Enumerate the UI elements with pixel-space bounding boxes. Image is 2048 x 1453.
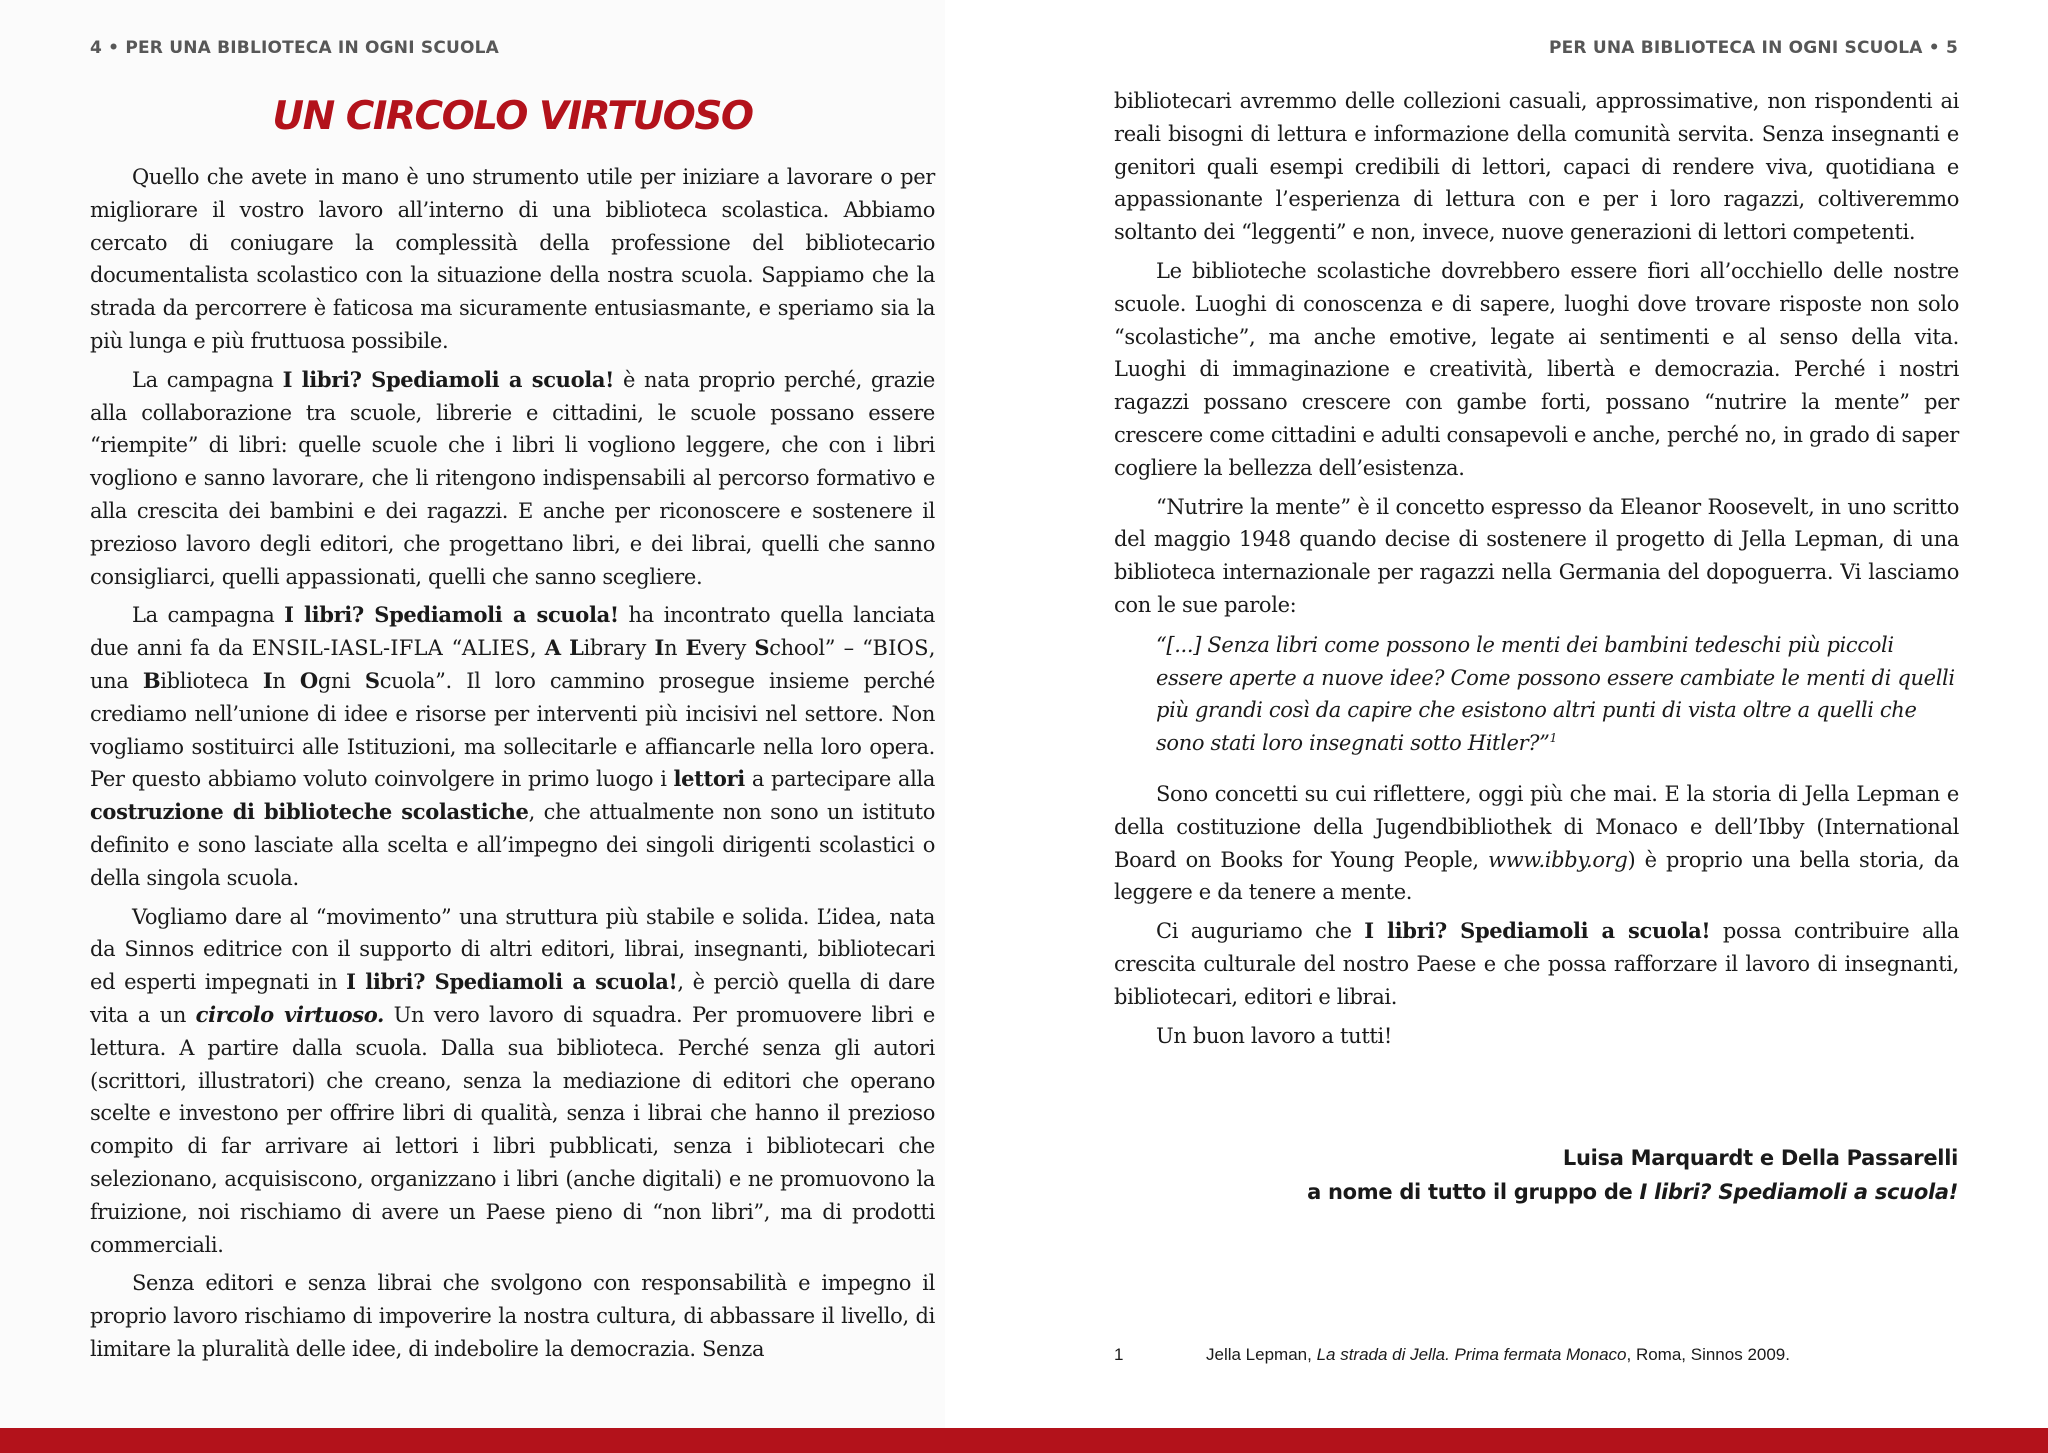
paragraph-continued: bibliotecari avremmo delle collezioni casuali, approssimative, non rispondenti ai reali bisogni di lettura e informazione della comunità servita. Senza insegnanti e genitori quali esempi credibili di lettori, capaci di rendere viva, quotidiana e appassionante l’esperienza di lettura con e per i loro ragazzi, coltiveremmo soltanto dei “leggenti” e non, invece, nuove generazioni di lettori competenti. <box>1114 89 1959 245</box>
right-column-text <box>1114 85 1959 1058</box>
paragraph-closing: Un buon lavoro a tutti! <box>1156 1023 1392 1048</box>
signature-group: a nome di tutto il gruppo de I libri? Spediamoli a scuola! <box>1307 1180 1958 1204</box>
paragraph-intro: Quello che avete in mano è uno strumento utile per iniziare a lavorare o per migliorare il vostro lavoro all’interno di una biblioteca scolastica. Abbiamo cercato di coniugare la complessità della professione del bibliotecario documentalista scolastico con la situazione della nostra scuola. Sappiamo che la strada da percorrere è faticosa ma sicuramente entusiasmante, e speriamo sia la più lunga e più fruttuosa possibile. <box>90 165 935 353</box>
paragraph-roosevelt: “Nutrire la mente” è il concetto espresso da Eleanor Roosevelt, in uno scritto del maggio 1948 quando decise di sostenere il progetto di Jella Lepman, di una biblioteca internazionale per ragazzi nella Germania del dopoguerra. Vi lasciamo con le sue parole: <box>1114 494 1959 617</box>
block-quote: “[...] Senza libri come possono le menti dei bambini tedeschi più piccoli essere aperte a nuove idee? Come possono essere cambiate le menti di quelli più grandi così da capire che esistono altri punti di vista oltre a quelli che sono stati loro insegnati sotto Hitler?”$^1$ <box>1156 632 1955 756</box>
footnote-ref: 1 <box>1549 731 1557 746</box>
signature-names: Luisa Marquardt e Della Passarelli <box>1562 1146 1958 1170</box>
left-column-text <box>90 161 935 1372</box>
paragraph-editors-librarians: Senza editori e senza librai che svolgono con responsabilità e impegno il proprio lavoro rischiamo di impoverire la nostra cultura, di abbassare il livello, di limitare la pluralità delle idee, di indebolire la democrazia. Senza <box>90 1271 935 1361</box>
running-head-left: 4 • PER UNA BIBLIOTECA IN OGNI SCUOLA <box>90 38 500 58</box>
ibby-link[interactable]: www.ibby.org <box>1488 847 1628 872</box>
paragraph-school-libraries: Le biblioteche scolastiche dovrebbero essere fiori all’occhiello delle nostre scuole. Luoghi di conoscenza e di sapere, luoghi dove trovare risposte non solo “scolastiche”, ma anche emotive, legate ai sentimenti e al senso della vita. Luoghi di immaginazione e creatività, libertà e democrazia. Perché i nostri ragazzi possano crescere con gambe forti, possano “nutrire la mente” per crescere come cittadini e adulti consapevoli e anche, perché no, in grado di saper cogliere la bellezza dell’esistenza. <box>1114 258 1959 480</box>
paragraph-alies-bios: La campagna I libri? Spediamoli a scuola! ha incontrato quella lanciata due anni fa da ENSIL-IASL-IFLA “ALIES, A Library In Every School” – “BIOS, una Biblioteca In Ogni Scuola”. Il loro cammino prosegue insieme perché crediamo nell’unione di idee e risorse per interventi più incisivi nel settore. Non vogliamo sostituirci alle Istituzioni, ma sollecitarle e affiancarle nella loro opera. Per questo abbiamo voluto coinvolgere in primo luogo i lettori a partecipare alla costruzione di biblioteche scolastiche, che attualmente non sono un istituto definito e sono lasciate alla scelta e all’impegno dei singoli dirigenti scolastici o della singola scuola. <box>90 602 936 890</box>
footnote-number: 1 <box>1114 1345 1124 1364</box>
page-title: UN CIRCOLO VIRTUOSO <box>272 94 753 139</box>
signature-block <box>1307 1141 1958 1209</box>
paragraph-wishes: Ci auguriamo che I libri? Spediamoli a scuola! possa contribuire alla crescita culturale del nostro Paese e che possa rafforzare il lavoro di insegnanti, bibliotecari, editori e librai. <box>1114 918 1960 1009</box>
paragraph-virtuous-circle: Vogliamo dare al “movimento” una struttura più stabile e solida. L’idea, nata da Sinnos editrice con il supporto di altri editori, librai, insegnanti, bibliotecari ed esperti impegnati in I libri? Spediamoli a scuola!, è perciò quella di dare vita a un circolo virtuoso. Un vero lavoro di squadra. Per promuovere libri e lettura. A partire dalla scuola. Dalla sua biblioteca. Perché senza gli autori (scrittori, illustratori) che creano, senza la mediazione di editori che operano scelte e investono per offrire libri di qualità, senza i librai che hanno il prezioso compito di far arrivare ai lettori i libri pubblicati, senza i bibliotecari che selezionano, acquisiscono, organizzano i libri (anche digitali) e ne promuovono la fruizione, noi rischiamo di avere un Paese pieno di “non libri”, ma di prodotti commerciali. <box>90 904 935 1257</box>
bottom-accent-bar <box>0 1428 2048 1453</box>
footnote: 1 Jella Lepman, La strada di Jella. Prima fermata Monaco, Roma, Sinnos 2009. <box>1114 1345 1790 1364</box>
running-head-right: PER UNA BIBLIOTECA IN OGNI SCUOLA • 5 <box>1548 38 1958 58</box>
paragraph-lepman-ibby: Sono concetti su cui riflettere, oggi più che mai. E la storia di Jella Lepman e della costituzione della Jugendbibliothek di Monaco e dell’Ibby (International Board on Books for Young People, www.ibby.org) è proprio una bella storia, da leggere e da tenere a mente. <box>1114 781 1959 905</box>
paragraph-campaign: La campagna I libri? Spediamoli a scuola! è nata proprio perché, grazie alla collaborazione tra scuole, librerie e cittadini, le scuole possano essere “riempite” di libri: quelle scuole che i libri li vogliono leggere, che con i libri vogliono e sanno lavorare, che li ritengono indispensabili al percorso formativo e alla crescita dei bambini e dei ragazzi. E anche per riconoscere e sostenere il prezioso lavoro degli editori, che progettano libri, e dei librai, quelli che sanno consigliarci, quelli appassionati, quelli che sanno scegliere. <box>90 366 935 589</box>
